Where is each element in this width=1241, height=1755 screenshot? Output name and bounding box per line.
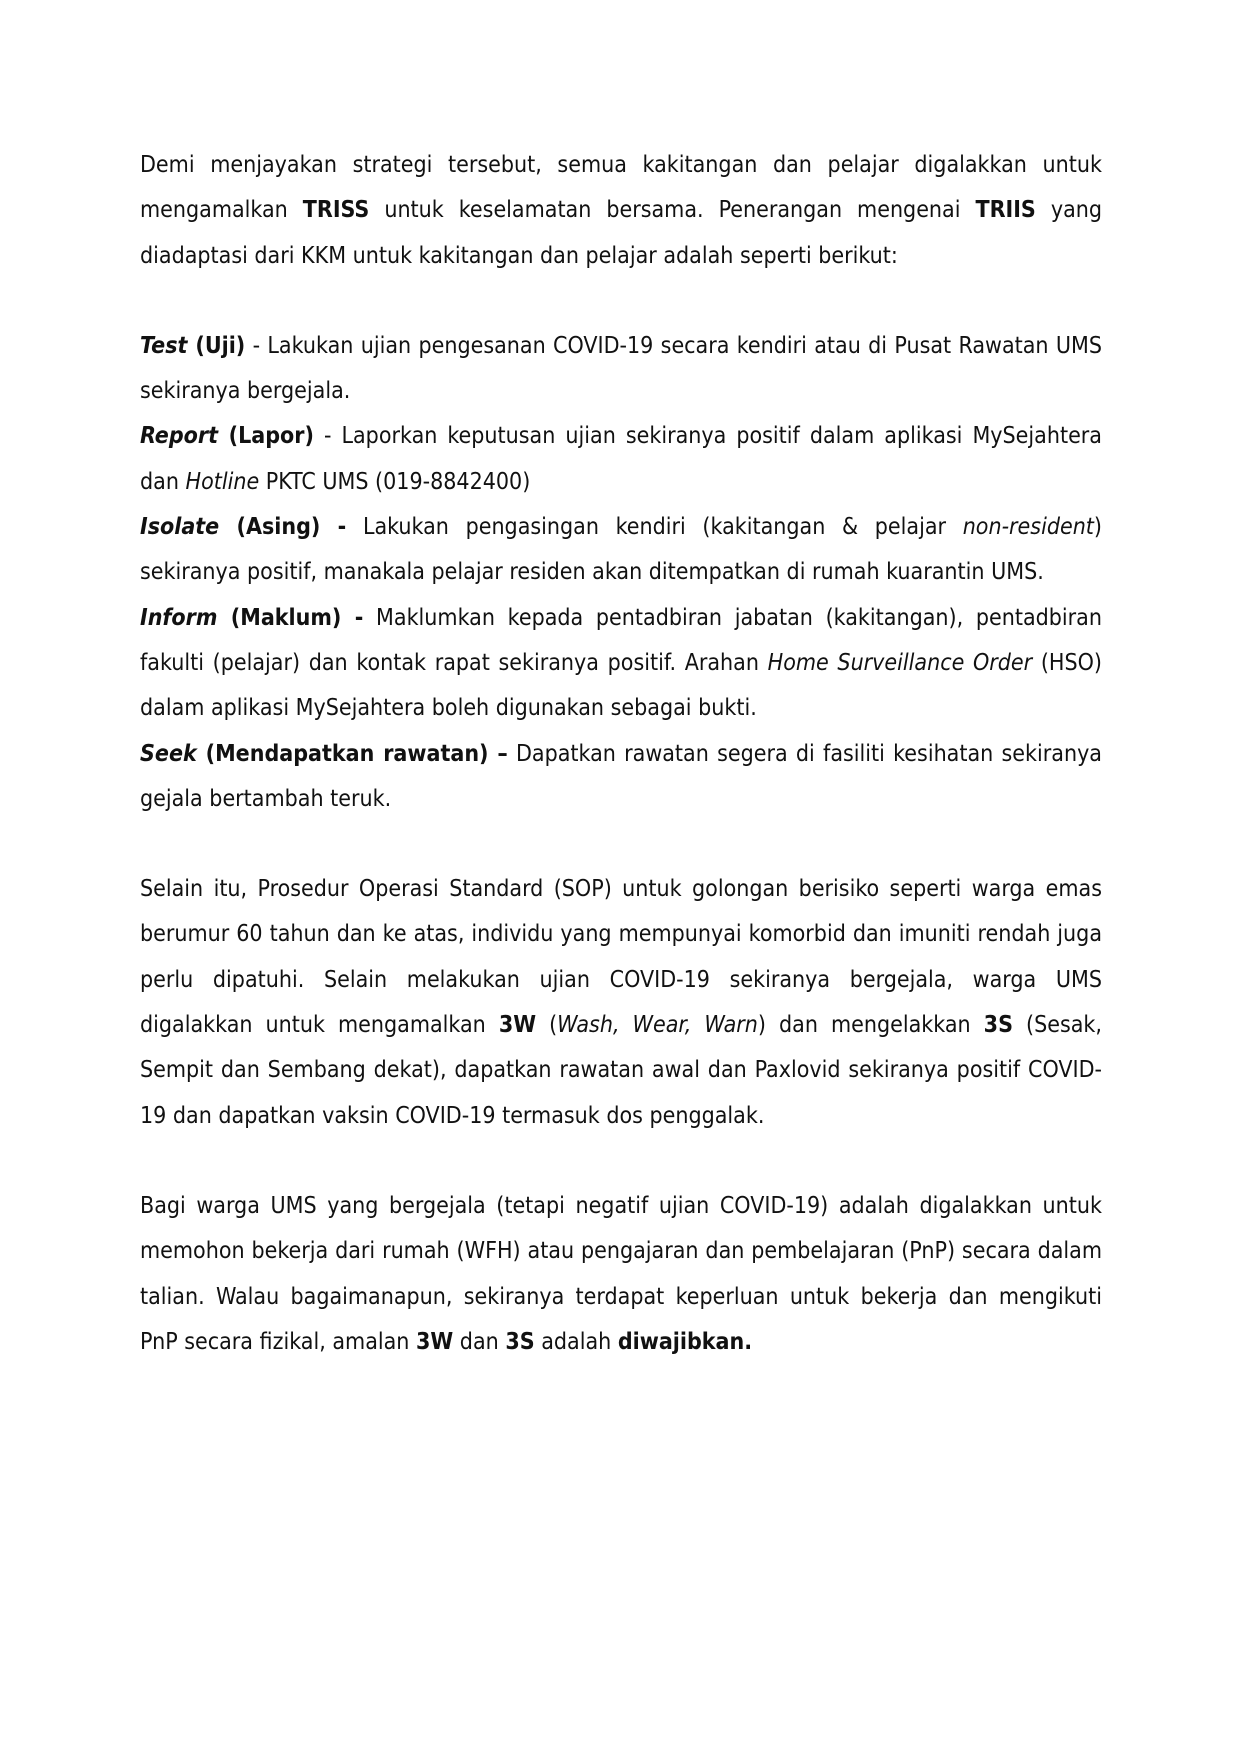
intro-text: untuk keselamatan bersama. Penerangan mengenai (369, 197, 976, 224)
triss-term: TRISS (302, 197, 370, 224)
list-item-seek (140, 732, 1102, 823)
intro-paragraph (140, 143, 1102, 279)
3s-term: 3S (983, 1012, 1013, 1039)
wfh-text: dan (453, 1328, 506, 1355)
sop-text: (Sesak, Sempit dan Sembang dekat), dapatkan rawatan awal dan Paxlovid sekiranya positif COVID-19 dan dapatkan vaksin COVID-19 termasuk dos penggalak. (140, 1012, 1102, 1129)
item-text: Dapatkan rawatan segera di fasiliti kesihatan sekiranya gejala bertambah teruk. (140, 740, 1102, 812)
item-text-italic: non-resident (962, 514, 1094, 541)
item-text: PKTC UMS (019-8842400) (259, 468, 531, 495)
item-separator (363, 605, 376, 631)
document-page (140, 143, 1102, 1365)
item-text: Laporkan keputusan ujian sekiranya positif dalam aplikasi MySejahtera dan (140, 423, 1102, 495)
list-item-isolate (140, 505, 1102, 596)
item-separator (346, 514, 363, 540)
sop-text: ( (536, 1012, 558, 1039)
item-term: Inform (140, 604, 218, 631)
list-item-inform (140, 596, 1102, 732)
item-text: (HSO) dalam aplikasi MySejahtera boleh digunakan sebagai bukti. (140, 649, 1102, 722)
item-separator (508, 741, 516, 767)
item-gloss: (Mendapatkan rawatan) – (196, 740, 508, 767)
sop-text: Selain itu, Prosedur Operasi Standard (SOP) untuk golongan berisiko seperti warga emas berumur 60 tahun dan ke atas, individu yang mempunyai komorbid dan imuniti rendah juga perlu dipatuhi. Selain melakukan ujian COVID-19 sekiranya bergejala, warga UMS digalakkan untuk mengamalkan (140, 876, 1102, 1039)
sop-paragraph (140, 867, 1102, 1139)
item-separator: - (245, 332, 268, 359)
3w-expansion: Wash, Wear, Warn (557, 1012, 758, 1039)
paragraph-spacer (140, 279, 1102, 324)
item-term: Seek (140, 740, 197, 767)
item-gloss: (Asing) - (219, 514, 347, 541)
item-gloss: (Lapor) (217, 423, 314, 450)
item-gloss: (Maklum) - (217, 604, 364, 631)
item-text: ) sekiranya positif, manakala pelajar residen akan ditempatkan di rumah kuarantin UMS. (140, 514, 1102, 586)
item-separator: - (313, 423, 342, 450)
list-item-report (140, 414, 1102, 505)
list-item-test (140, 324, 1102, 415)
wfh-text: Bagi warga UMS yang bergejala (tetapi negatif ujian COVID-19) adalah digalakkan untuk memohon bekerja dari rumah (WFH) atau pengajaran dan pembelajaran (PnP) secara dalam talian. Walau bagaimanapun, sekiranya terdapat keperluan untuk bekerja dan mengikuti PnP secara fizikal, amalan (140, 1192, 1102, 1355)
3w-term: 3W (416, 1328, 454, 1355)
triis-term: TRIIS (975, 197, 1036, 224)
item-text-italic: Hotline (185, 468, 260, 495)
paragraph-spacer (140, 822, 1102, 867)
item-text: Lakukan pengasingan kendiri (kakitangan & pelajar (362, 514, 963, 541)
wfh-text: adalah (534, 1328, 618, 1355)
3s-term: 3S (505, 1328, 535, 1355)
sop-text: ) dan mengelakkan (757, 1012, 984, 1039)
intro-text: Demi menjayakan strategi tersebut, semua kakitangan dan pelajar digalakkan untuk mengamalkan (140, 152, 1102, 224)
item-term: Report (140, 423, 218, 450)
3w-term: 3W (498, 1012, 537, 1039)
item-text: Maklumkan kepada pentadbiran jabatan (kakitangan), pentadbiran fakulti (pelajar) dan kontak rapat sekiranya positif. Arahan (140, 604, 1102, 676)
item-gloss: (Uji) (187, 332, 246, 359)
paragraph-spacer (140, 1139, 1102, 1184)
item-text-italic: Home Surveillance Order (767, 649, 1033, 676)
mandatory-term: diwajibkan. (617, 1328, 753, 1355)
item-term: Isolate (140, 514, 220, 541)
item-text: Lakukan ujian pengesanan COVID-19 secara kendiri atau di Pusat Rawatan UMS sekiranya bergejala. (140, 332, 1103, 405)
item-term: Test (140, 332, 188, 359)
intro-text: yang diadaptasi dari KKM untuk kakitangan dan pelajar adalah seperti berikut: (140, 197, 1102, 269)
wfh-paragraph (140, 1184, 1102, 1365)
